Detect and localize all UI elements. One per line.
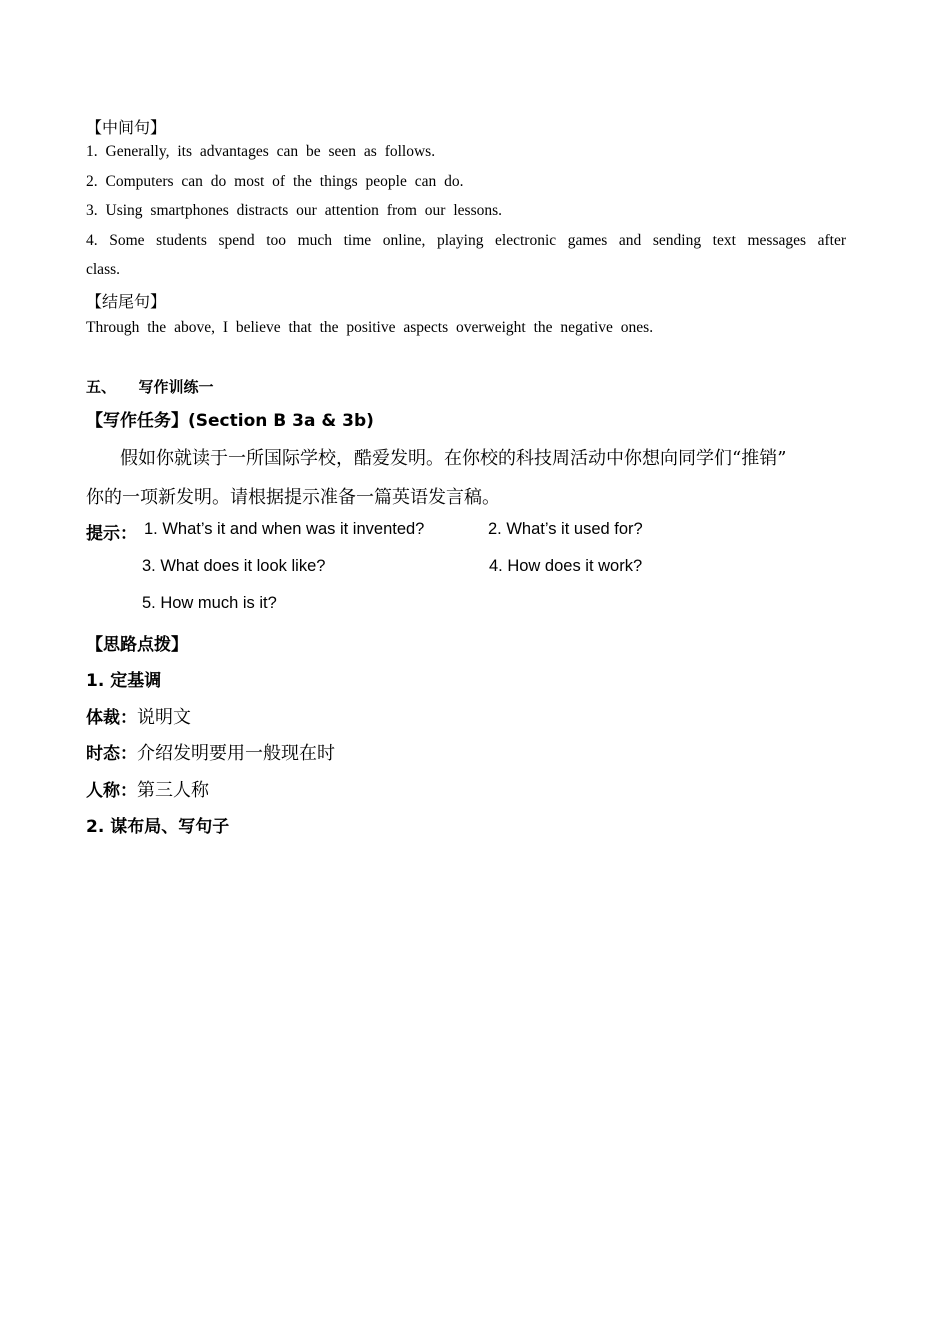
- writing-task-label: 【写作任务】(Section B 3a & 3b): [86, 411, 374, 431]
- step-2-heading: 2. 谋布局、写句子: [86, 817, 230, 837]
- middle-sentences-heading: 【中间句】: [86, 118, 167, 137]
- genre-value: 说明文: [137, 707, 191, 728]
- section-number: 五、: [86, 378, 117, 396]
- tense-row: [86, 739, 335, 765]
- middle-sentence-4-continued: class.: [86, 261, 121, 278]
- tense-value: 介绍发明要用一般现在时: [137, 743, 335, 764]
- task-description-line-2: 你的一项新发明。请根据提示准备一篇英语发言稿。: [86, 487, 500, 508]
- section-title: 写作训练一: [138, 378, 214, 396]
- middle-sentence-2: 2. Computers can do most of the things people can do.: [86, 173, 464, 190]
- person-label: 人称：: [86, 781, 137, 801]
- middle-sentence-4: 4. Some students spend too much time online, playing electronic games and sending text messages after: [86, 232, 846, 249]
- section-heading: [86, 376, 214, 397]
- ending-sentence: Through the above, I believe that the positive aspects overweight the negative ones.: [86, 319, 654, 336]
- hints-label: 提示：: [86, 524, 137, 544]
- hint-5: 5. How much is it?: [142, 594, 277, 612]
- hint-3: 3. What does it look like?: [142, 557, 326, 575]
- person-value: 第三人称: [137, 780, 209, 801]
- person-row: [86, 776, 209, 802]
- genre-label: 体裁：: [86, 708, 137, 728]
- middle-sentence-1: 1. Generally, its advantages can be seen as follows.: [86, 143, 436, 160]
- guide-label: 【思路点拨】: [86, 635, 188, 655]
- hint-2: 2. What’s it used for?: [488, 520, 643, 538]
- ending-sentence-heading: 【结尾句】: [86, 292, 167, 311]
- tense-label: 时态：: [86, 744, 137, 764]
- genre-row: [86, 703, 191, 729]
- hint-1: 1. What’s it and when was it invented?: [144, 520, 425, 538]
- task-description-line-1: 假如你就读于一所国际学校，酷爱发明。在你校的科技周活动中你想向同学们“推销”: [120, 448, 787, 469]
- middle-sentence-3: 3. Using smartphones distracts our attention from our lessons.: [86, 202, 503, 219]
- step-1-heading: 1. 定基调: [86, 671, 162, 691]
- hint-4: 4. How does it work?: [489, 557, 643, 575]
